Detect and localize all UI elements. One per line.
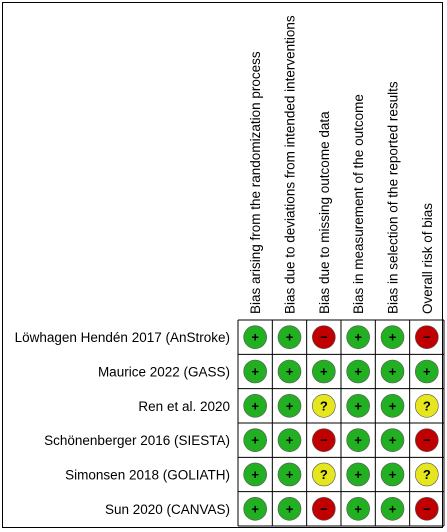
judgement-low-symbol: + bbox=[388, 329, 397, 345]
judgement-low-marker bbox=[312, 360, 335, 383]
judgement-low-symbol: + bbox=[354, 329, 362, 345]
judgement-some-marker bbox=[312, 463, 335, 486]
judgement-low-symbol: + bbox=[388, 466, 397, 482]
table-grid bbox=[238, 320, 444, 526]
judgement-some-marker bbox=[415, 394, 438, 417]
judgement-low-symbol: + bbox=[354, 501, 362, 517]
study-label: Ren et al. 2020 bbox=[138, 398, 230, 414]
judgement-low-marker bbox=[347, 394, 370, 417]
judgement-low-marker bbox=[347, 326, 370, 349]
column-label: Bias due to missing outcome data bbox=[316, 111, 332, 314]
column-label: Bias arising from the randomization process bbox=[248, 51, 264, 314]
column-label: Overall risk of bias bbox=[419, 202, 435, 314]
judgement-low-marker bbox=[381, 497, 404, 520]
judgement-low-marker bbox=[347, 463, 370, 486]
judgement-some-marker bbox=[415, 463, 438, 486]
row-labels bbox=[15, 330, 230, 517]
judgement-low-symbol: + bbox=[251, 432, 259, 448]
judgement-high-symbol: − bbox=[423, 329, 431, 345]
judgement-high-marker bbox=[415, 429, 438, 452]
judgement-low-marker bbox=[278, 429, 301, 452]
judgement-low-marker bbox=[381, 326, 404, 349]
study-label: Sun 2020 (CANVAS) bbox=[104, 501, 230, 517]
judgement-low-marker bbox=[244, 463, 267, 486]
judgement-low-marker bbox=[244, 429, 267, 452]
judgement-low-symbol: + bbox=[285, 466, 294, 482]
column-label: Bias in measurement of the outcome bbox=[351, 94, 367, 314]
judgement-low-symbol: + bbox=[388, 363, 397, 379]
judgement-high-symbol: − bbox=[423, 432, 431, 448]
judgement-high-marker bbox=[415, 326, 438, 349]
judgement-some-symbol: ? bbox=[422, 466, 431, 482]
judgement-low-symbol: + bbox=[320, 363, 328, 379]
judgement-low-symbol: + bbox=[423, 363, 431, 379]
judgement-low-symbol: + bbox=[354, 398, 362, 414]
judgement-low-symbol: + bbox=[285, 363, 294, 379]
judgement-low-symbol: + bbox=[388, 432, 397, 448]
judgement-low-symbol: + bbox=[251, 329, 259, 345]
judgement-low-symbol: + bbox=[251, 501, 259, 517]
judgement-low-symbol: + bbox=[285, 501, 294, 517]
judgement-low-marker bbox=[278, 326, 301, 349]
judgement-high-symbol: − bbox=[320, 432, 328, 448]
column-label: Bias in selection of the reported results bbox=[385, 81, 401, 314]
judgement-low-symbol: + bbox=[251, 398, 259, 414]
judgement-low-symbol: + bbox=[251, 363, 259, 379]
judgement-low-symbol: + bbox=[251, 466, 259, 482]
judgement-low-marker bbox=[381, 463, 404, 486]
judgement-some-symbol: ? bbox=[319, 398, 328, 414]
judgement-low-symbol: + bbox=[285, 432, 294, 448]
judgement-low-symbol: + bbox=[388, 501, 397, 517]
judgement-low-marker bbox=[278, 497, 301, 520]
judgement-low-marker bbox=[278, 463, 301, 486]
judgement-high-symbol: − bbox=[320, 329, 328, 345]
judgement-low-marker bbox=[347, 360, 370, 383]
judgement-low-marker bbox=[381, 429, 404, 452]
judgement-low-marker bbox=[244, 360, 267, 383]
judgement-low-marker bbox=[381, 394, 404, 417]
study-label: Maurice 2022 (GASS) bbox=[97, 364, 230, 380]
judgement-low-marker bbox=[278, 394, 301, 417]
judgement-low-marker bbox=[347, 497, 370, 520]
judgement-high-marker bbox=[312, 429, 335, 452]
column-label: Bias due to deviations from intended interventions bbox=[282, 15, 298, 314]
judgement-low-marker bbox=[415, 360, 438, 383]
judgement-low-marker bbox=[244, 326, 267, 349]
judgement-low-marker bbox=[347, 429, 370, 452]
column-labels bbox=[248, 15, 435, 314]
judgement-high-marker bbox=[312, 497, 335, 520]
judgement-low-symbol: + bbox=[285, 398, 294, 414]
judgement-low-marker bbox=[244, 394, 267, 417]
judgement-high-symbol: − bbox=[423, 501, 431, 517]
judgement-low-symbol: + bbox=[388, 398, 397, 414]
judgement-high-marker bbox=[312, 326, 335, 349]
study-label: Schönenberger 2016 (SIESTA) bbox=[44, 433, 230, 449]
judgement-some-symbol: ? bbox=[422, 398, 431, 414]
judgement-low-symbol: + bbox=[354, 466, 362, 482]
judgement-low-marker bbox=[381, 360, 404, 383]
judgement-some-marker bbox=[312, 394, 335, 417]
judgement-low-symbol: + bbox=[285, 329, 294, 345]
judgement-low-symbol: + bbox=[354, 363, 362, 379]
study-label: Simonsen 2018 (GOLIATH) bbox=[65, 467, 230, 483]
judgement-low-marker bbox=[278, 360, 301, 383]
judgement-high-symbol: − bbox=[320, 501, 328, 517]
judgement-some-symbol: ? bbox=[319, 466, 328, 482]
judgement-high-marker bbox=[415, 497, 438, 520]
judgement-low-marker bbox=[244, 497, 267, 520]
judgement-low-symbol: + bbox=[354, 432, 362, 448]
study-label: Löwhagen Hendén 2017 (AnStroke) bbox=[14, 330, 230, 346]
